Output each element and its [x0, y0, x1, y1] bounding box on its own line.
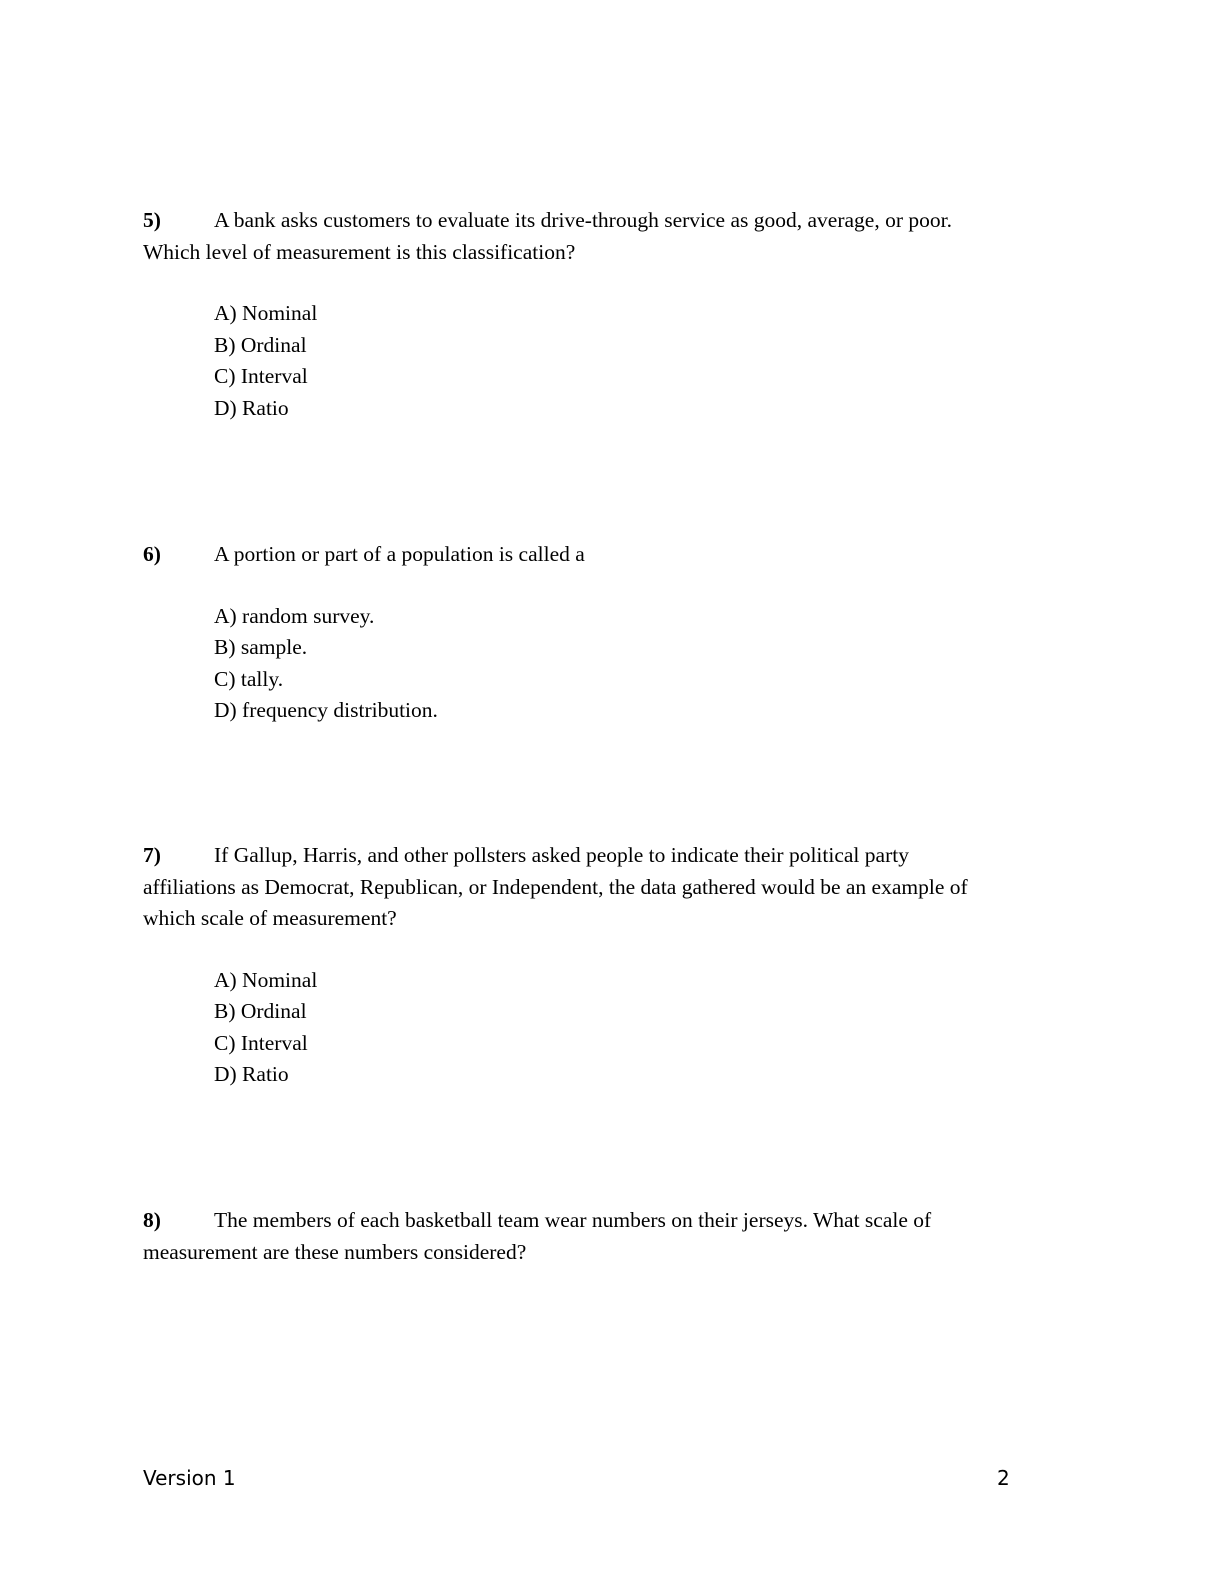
option-c: C) Interval: [214, 364, 308, 388]
question-number: 8): [143, 1208, 161, 1232]
question-7: [143, 840, 1073, 1091]
question-stem-line: [143, 840, 1073, 872]
option-d: D) Ratio: [214, 1062, 289, 1086]
question-stem-line: [143, 539, 1073, 571]
question-text: The members of each basketball team wear numbers on their jerseys. What scale of: [214, 1208, 932, 1232]
question-8: [143, 1205, 1073, 1268]
footer-page-number: 2: [997, 1466, 1010, 1490]
option-b: B) Ordinal: [214, 999, 307, 1023]
option-a: A) Nominal: [214, 301, 318, 325]
question-number: 5): [143, 208, 161, 232]
option-a: A) random survey.: [214, 603, 375, 628]
option-d: D) frequency distribution.: [214, 698, 438, 722]
option-d: D) Ratio: [214, 395, 289, 420]
option-a: A) Nominal: [214, 967, 318, 992]
question-stem-line: [143, 1205, 1073, 1237]
question-text: A bank asks customers to evaluate its drive-through service as good, average, or poor.: [214, 208, 952, 232]
question-text: If Gallup, Harris, and other pollsters asked people to indicate their political party: [214, 843, 909, 867]
question-6: [143, 539, 1073, 727]
question-text: A portion or part of a population is called a: [214, 542, 585, 566]
option-c: C) tally.: [214, 666, 284, 691]
answer-options: [143, 965, 1073, 1091]
option-c: C) Interval: [214, 1030, 308, 1055]
question-stem-line: [143, 205, 1073, 237]
question-number: 6): [143, 542, 161, 566]
question-5: [143, 205, 1073, 424]
question-number: 7): [143, 843, 161, 867]
footer-version: Version 1: [143, 1466, 236, 1490]
question-stem-line: affiliations as Democrat, Republican, or Independent, the data gathered would be an example of: [143, 874, 968, 899]
question-stem-line: which scale of measurement?: [143, 906, 397, 930]
answer-options: [143, 601, 1073, 727]
question-stem-line: measurement are these numbers considered?: [143, 1239, 527, 1264]
question-stem-line: Which level of measurement is this classification?: [143, 239, 576, 264]
option-b: B) sample.: [214, 635, 308, 659]
option-b: B) Ordinal: [214, 332, 307, 357]
answer-options: [143, 298, 1073, 424]
